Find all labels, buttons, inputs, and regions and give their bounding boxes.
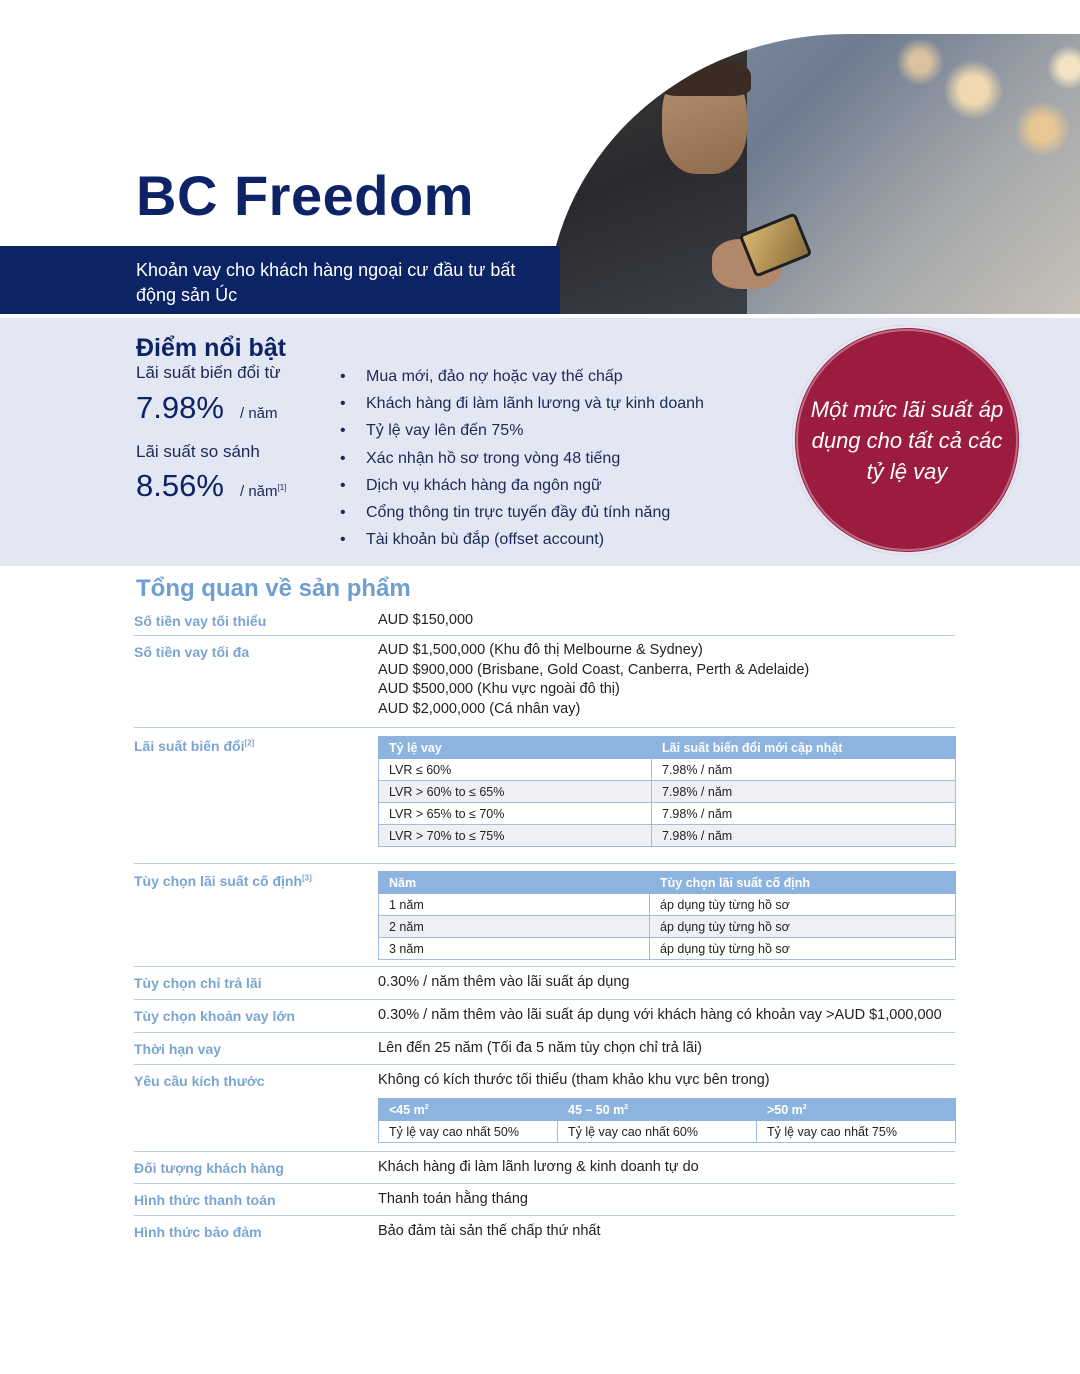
table-row xyxy=(379,916,956,938)
list-item: • Xác nhận hồ sơ trong vòng 48 tiếng xyxy=(340,448,704,475)
divider xyxy=(134,863,955,864)
table-header: Lãi suất biến đổi mới cập nhật xyxy=(652,737,956,759)
interest-only-value: 0.30% / năm thêm vào lãi suất áp dụng xyxy=(378,974,630,990)
table-cell: 2 năm xyxy=(379,916,650,938)
table-header: Tỷ lệ vay xyxy=(379,737,652,759)
table-cell: Tỷ lệ vay cao nhất 60% xyxy=(558,1121,757,1143)
variable-rate-section-label xyxy=(134,738,254,754)
list-item: • Mua mới, đảo nợ hoặc vay thế chấp xyxy=(340,366,704,393)
table-cell: áp dụng tùy từng hồ sơ xyxy=(650,916,956,938)
max-loan-label: Số tiền vay tối đa xyxy=(134,644,250,660)
table-cell: LVR > 60% to ≤ 65% xyxy=(379,781,652,803)
max-loan-values xyxy=(378,641,809,719)
table-row xyxy=(379,803,956,825)
divider xyxy=(134,1215,955,1216)
table-cell: áp dụng tùy từng hồ sơ xyxy=(650,894,956,916)
fixed-rate-table xyxy=(378,871,956,960)
list-item: • Cổng thông tin trực tuyến đầy đủ tính năng xyxy=(340,502,704,529)
variable-rate-label: Lãi suất biến đổi từ xyxy=(136,363,281,382)
table-cell: LVR > 65% to ≤ 70% xyxy=(379,803,652,825)
comparison-rate-value: 8.56% xyxy=(136,468,224,503)
variable-rate-table xyxy=(378,736,956,847)
table-cell: Tỷ lệ vay cao nhất 50% xyxy=(379,1121,558,1143)
superscript: 2 xyxy=(424,1103,429,1111)
variable-rate-unit: / năm xyxy=(240,405,278,422)
list-item: • Tỷ lệ vay lên đến 75% xyxy=(340,420,704,447)
size-value: Không có kích thước tối thiểu (tham khảo khu vực bên trong) xyxy=(378,1072,770,1088)
divider xyxy=(134,1032,955,1033)
table-cell: 1 năm xyxy=(379,894,650,916)
rate-circle-badge xyxy=(792,325,1022,555)
fixed-rate-label-text: Tùy chọn lãi suất cố định xyxy=(134,873,303,889)
footnote-3: [3] xyxy=(302,873,312,883)
photo-person-hair xyxy=(659,56,751,96)
overview-heading: Tổng quan về sản phẩm xyxy=(136,575,411,602)
table-row xyxy=(379,781,956,803)
table-cell: LVR ≤ 60% xyxy=(379,759,652,781)
divider xyxy=(134,1183,955,1184)
min-loan-value: AUD $150,000 xyxy=(378,612,474,628)
large-loan-value: 0.30% / năm thêm vào lãi suất áp dụng với khách hàng có khoản vay >AUD $1,000,000 xyxy=(378,1007,942,1023)
min-loan-label: Số tiền vay tối thiểu xyxy=(134,613,267,629)
security-label: Hình thức bảo đảm xyxy=(134,1224,262,1240)
table-row xyxy=(379,938,956,960)
max-loan-value: AUD $2,000,000 (Cá nhân vay) xyxy=(378,700,581,717)
table-cell: 3 năm xyxy=(379,938,650,960)
table-header-row xyxy=(379,737,956,759)
divider xyxy=(134,999,955,1000)
list-item: • Dịch vụ khách hàng đa ngôn ngữ xyxy=(340,475,704,502)
variable-rate-value: 7.98% xyxy=(136,390,224,425)
table-header-row xyxy=(379,1099,956,1121)
subtitle-text: Khoản vay cho khách hàng ngoại cư đầu tư bất động sản Úc xyxy=(136,260,516,305)
table-cell: LVR > 70% to ≤ 75% xyxy=(379,825,652,847)
customers-label: Đối tượng khách hàng xyxy=(134,1160,284,1176)
fixed-rate-label xyxy=(134,873,312,889)
page-title: BC Freedom xyxy=(136,164,474,227)
table-cell: 7.98% / năm xyxy=(652,803,956,825)
table-cell: 7.98% / năm xyxy=(652,781,956,803)
payment-label: Hình thức thanh toán xyxy=(134,1192,276,1208)
footnote-2: [2] xyxy=(244,738,255,748)
large-loan-label: Tùy chọn khoản vay lớn xyxy=(134,1008,295,1024)
table-cell: áp dụng tùy từng hồ sơ xyxy=(650,938,956,960)
list-item: • Khách hàng đi làm lãnh lương và tự kinh doanh xyxy=(340,393,704,420)
comparison-rate-unit-text: / năm xyxy=(240,483,278,500)
table-header xyxy=(558,1099,757,1121)
max-loan-value: AUD $900,000 (Brisbane, Gold Coast, Canberra, Perth & Adelaide) xyxy=(378,661,810,678)
table-header xyxy=(757,1099,956,1121)
size-table xyxy=(378,1098,956,1143)
max-loan-value: AUD $1,500,000 (Khu đô thị Melbourne & Sydney) xyxy=(378,642,703,658)
comparison-rate-unit xyxy=(240,483,286,500)
table-row xyxy=(379,1121,956,1143)
superscript: 2 xyxy=(802,1103,807,1111)
security-value: Bảo đảm tài sản thế chấp thứ nhất xyxy=(378,1223,601,1239)
payment-value: Thanh toán hằng tháng xyxy=(378,1191,528,1207)
table-cell: Tỷ lệ vay cao nhất 75% xyxy=(757,1121,956,1143)
customers-value: Khách hàng đi làm lãnh lương & kinh doanh tự do xyxy=(378,1159,699,1175)
size-header-text: <45 m xyxy=(389,1102,425,1117)
divider xyxy=(134,966,955,967)
footnote-1: [1] xyxy=(277,483,287,492)
table-row xyxy=(379,759,956,781)
table-header: Tùy chọn lãi suất cố định xyxy=(650,872,956,894)
table-cell: 7.98% / năm xyxy=(652,825,956,847)
size-header-text: >50 m xyxy=(767,1102,803,1117)
loan-term-label: Thời hạn vay xyxy=(134,1041,221,1057)
table-header: Năm xyxy=(379,872,650,894)
circle-text: Một mức lãi suất áp dụng cho tất cả các tỷ lệ vay xyxy=(810,396,1004,484)
max-loan-value: AUD $500,000 (Khu vực ngoài đô thị) xyxy=(378,681,620,697)
table-header-row xyxy=(379,872,956,894)
divider xyxy=(134,635,955,636)
highlights-heading: Điểm nổi bật xyxy=(136,334,287,362)
superscript: 2 xyxy=(624,1103,629,1111)
size-label: Yêu cầu kích thước xyxy=(134,1073,265,1089)
divider xyxy=(134,727,955,728)
table-cell: 7.98% / năm xyxy=(652,759,956,781)
interest-only-label: Tùy chọn chỉ trả lãi xyxy=(134,975,262,991)
highlights-list xyxy=(340,366,704,556)
table-row xyxy=(379,894,956,916)
variable-rate-section-label-text: Lãi suất biến đổi xyxy=(134,738,245,754)
table-row xyxy=(379,825,956,847)
list-item: • Tài khoản bù đắp (offset account) xyxy=(340,529,704,556)
size-header-text: 45 – 50 m xyxy=(568,1102,625,1117)
divider xyxy=(134,1064,955,1065)
hero-photo xyxy=(547,34,1080,314)
table-header xyxy=(379,1099,558,1121)
comparison-rate-label: Lãi suất so sánh xyxy=(136,442,260,461)
loan-term-value: Lên đến 25 năm (Tối đa 5 năm tùy chọn chỉ trả lãi) xyxy=(378,1040,703,1056)
divider xyxy=(134,1151,955,1152)
